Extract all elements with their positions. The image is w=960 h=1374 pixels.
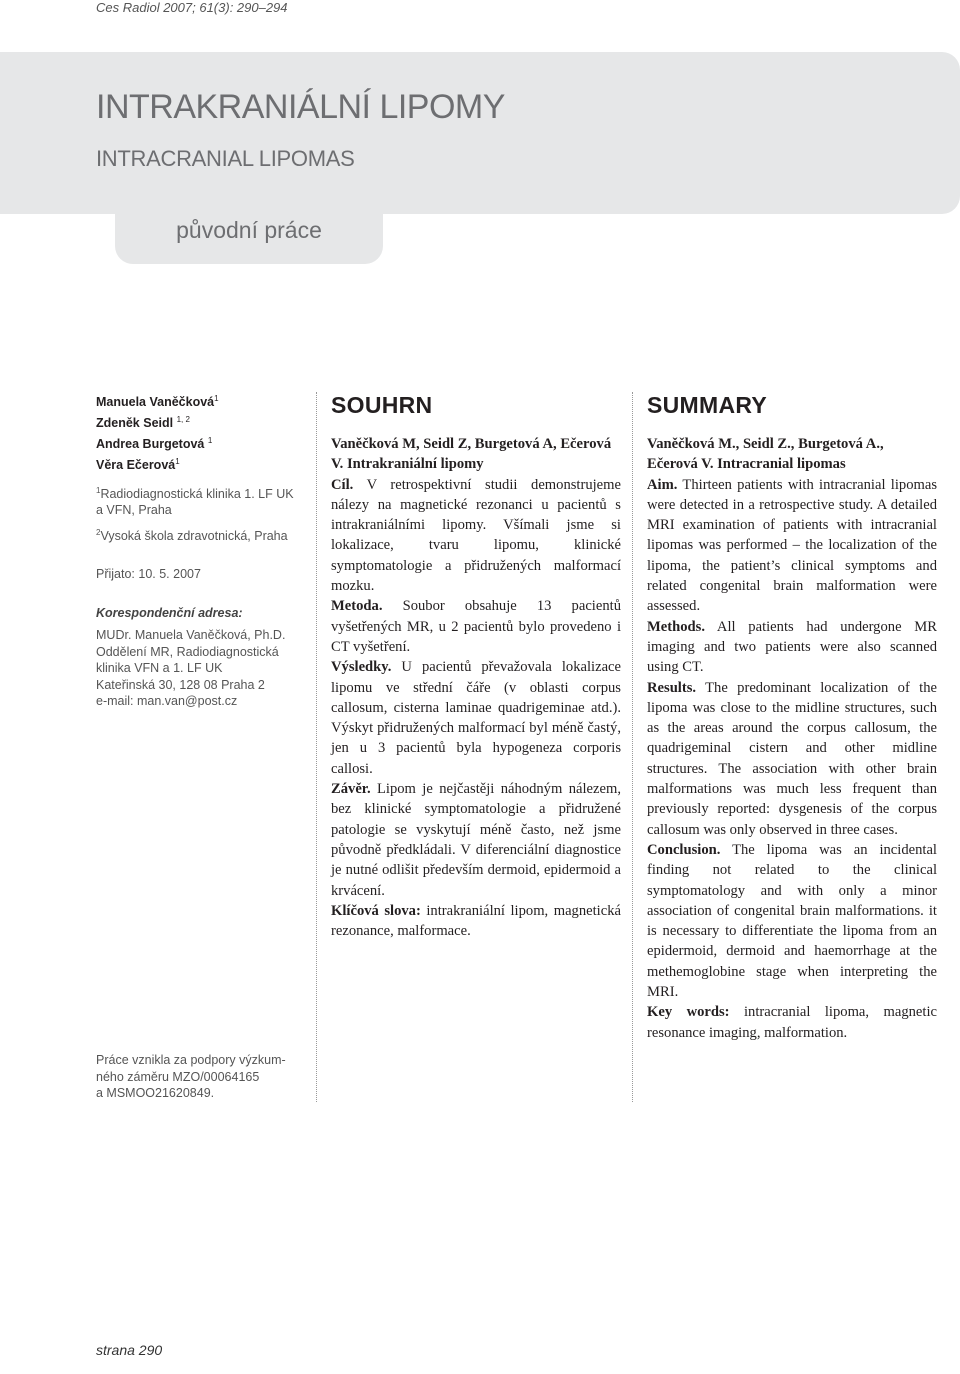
author: Manuela Vaněčková$^1$ xyxy=(96,394,219,410)
article-type-tab xyxy=(115,196,383,264)
article-type-label: původní práce xyxy=(176,216,322,243)
affiliation: $^1$Radiodiagnostická klinika 1. LF UK a VFN, Praha xyxy=(96,485,294,518)
correspondence-line: Oddělení MR, Radiodiagnostická xyxy=(96,644,279,659)
souhrn-heading: SOUHRN xyxy=(331,392,433,418)
keywords: Key words: intracranial lipoma, magnetic resonance imaging, malformation. xyxy=(647,1004,937,1041)
column-divider xyxy=(632,392,633,1102)
funding-note: Práce vznikla za podpory výzkum- ného záměru MZO/00064165 a MSMOO21620849. xyxy=(96,1053,286,1100)
title-english: INTRACRANIAL LIPOMAS xyxy=(96,146,355,171)
title-czech: INTRAKRANIÁLNÍ LIPOMY xyxy=(96,88,505,126)
journal-reference: Ces Radiol 2007; 61(3): 290–294 xyxy=(96,0,288,15)
column-divider xyxy=(316,392,317,1102)
author: Andrea Burgetová $^1$ xyxy=(96,436,213,452)
author: Věra Ečerová$^1$ xyxy=(96,457,180,473)
summary-column xyxy=(647,388,937,1043)
abstract-paragraph: Výsledky. U pacientů převažovala lokalizace lipomu ve střední čáře (v oblasti corpus callosum, cisterna laminae quadrigeminae atd.). Výskyt přidružených malformací byl méně častý, jen u 3 pacientů byla hypogeneza corporis callosi. xyxy=(331,659,621,777)
souhrn-citation: Vaněčková M, Seidl Z, Burgetová A, Ečerová V. Intrakraniální lipomy xyxy=(331,436,612,473)
abstract-paragraph: Cíl. V retrospektivní studii demonstrujeme nálezy na magnetické rezonanci u pacientů s intrakraniálními lipomy. Všímali jsme si lokalizace, tvaru lipomu, klinické symptomatologie a přidružených malformací mozku. xyxy=(331,476,621,595)
abstract-paragraph: Aim. Thirteen patients with intracranial lipomas were detected in a retrospective study. A detailed MRI examination of patients with intracranial lipomas was performed – the localization of the lipoma, the patient’s clinical symptoms and related congenital brain malformation were assessed. xyxy=(647,476,937,615)
summary-heading: SUMMARY xyxy=(647,392,768,418)
page-number: strana 290 xyxy=(96,1342,163,1358)
keywords: Klíčová slova: intrakraniální lipom, magnetická rezonance, malformace. xyxy=(331,902,621,940)
correspondence-line: Kateřinská 30, 128 08 Praha 2 xyxy=(96,677,265,692)
affiliation: $^2$Vysoká škola zdravotnická, Praha xyxy=(96,527,288,543)
correspondence-line: klinika VFN a 1. LF UK xyxy=(96,661,223,676)
abstract-paragraph: Conclusion. The lipoma was an incidental finding not related to the clinical symptomatology and with only a minor association of congenital brain malformations. it is necessary to differentiate the lipoma from an epidermoid, dermoid and haemorrhage at the methemoglobine stage when interpreting the MRI. xyxy=(647,841,937,1001)
correspondence-label: Korespondenční adresa: xyxy=(96,605,243,620)
correspondence-email: e-mail: man.van@post.cz xyxy=(96,694,238,709)
abstract-paragraph: Methods. All patients had undergone MR imaging and two patients were also scanned using CT. xyxy=(647,618,937,676)
abstract-paragraph: Metoda. Soubor obsahuje 13 pacientů vyšetřených MR, u 2 pacientů bylo provedeno i CT vyšetření. xyxy=(331,598,621,655)
abstract-paragraph: Závěr. Lipom je nejčastěji náhodným nálezem, bez klinické symptomatologie a přidružené patologie se vyskytují méně často, než jsme původně předkládali. V diferenciální diagnostice je nutné odlišit především dermoid, epidermoid a krvácení. xyxy=(331,781,621,899)
correspondence-line: MUDr. Manuela Vaněčková, Ph.D. xyxy=(96,628,286,643)
abstract-paragraph: Results. The predominant localization of the lipoma was close to the midline structures, such as the areas around the corpus callosum, the quadrigeminal cistern and other midline structures. The association with other brain malformations was much less frequent than previously reported: dysgenesis of the corpus callosum was only observed in three cases. xyxy=(647,679,937,838)
author: Zdeněk Seidl $^{1, 2}$ xyxy=(96,415,190,431)
summary-citation: Vaněčková M., Seidl Z., Burgetová A., Ečerová V. Intracranial lipomas xyxy=(647,436,884,473)
received-date: Přijato: 10. 5. 2007 xyxy=(96,567,201,582)
author-info-column xyxy=(96,390,306,710)
souhrn-column xyxy=(331,388,621,941)
title-banner xyxy=(0,52,960,214)
